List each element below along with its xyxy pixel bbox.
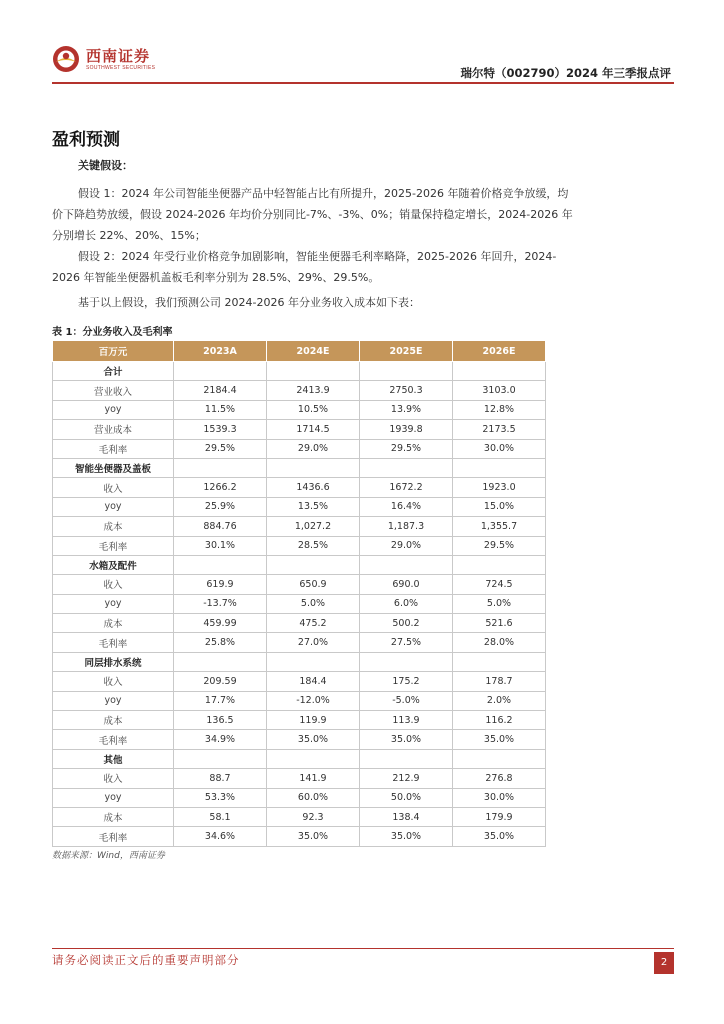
value-cell: 184.4 (267, 672, 360, 691)
value-cell: 1939.8 (360, 420, 453, 439)
value-cell: 50.0% (360, 788, 453, 807)
footer-disclaimer: 请务必阅读正文后的重要声明部分 (52, 953, 240, 967)
row-label: 收入 (53, 769, 174, 788)
row-label: 收入 (53, 672, 174, 691)
table-row (53, 381, 546, 400)
value-cell: 27.5% (360, 633, 453, 652)
value-cell: 178.7 (453, 672, 546, 691)
value-cell: 88.7 (174, 769, 267, 788)
table-row (53, 807, 546, 826)
value-cell: 35.0% (360, 827, 453, 846)
logo-icon (52, 45, 80, 73)
value-cell: 179.9 (453, 807, 546, 826)
value-cell: -5.0% (360, 691, 453, 710)
empty-cell (267, 749, 360, 768)
section-name: 智能坐便器及盖板 (53, 458, 174, 477)
value-cell: 15.0% (453, 497, 546, 516)
table-row (53, 711, 546, 730)
section-name: 水箱及配件 (53, 555, 174, 574)
value-cell: 138.4 (360, 807, 453, 826)
row-label: 毛利率 (53, 730, 174, 749)
section-row (53, 652, 546, 671)
row-label: yoy (53, 788, 174, 807)
row-label: yoy (53, 400, 174, 419)
value-cell: 35.0% (267, 827, 360, 846)
report-title: 瑞尔特（002790）2024 年三季报点评 (460, 66, 671, 80)
value-cell: 2184.4 (174, 381, 267, 400)
table-header-row (53, 341, 546, 362)
empty-cell (174, 652, 267, 671)
value-cell: 30.0% (453, 439, 546, 458)
value-cell: 2413.9 (267, 381, 360, 400)
table-row (53, 575, 546, 594)
value-cell: 175.2 (360, 672, 453, 691)
table-title: 表 1：分业务收入及毛利率 (52, 327, 173, 338)
value-cell: -13.7% (174, 594, 267, 613)
section-name: 合计 (53, 362, 174, 381)
empty-cell (360, 749, 453, 768)
header-divider (52, 82, 674, 84)
table-row (53, 497, 546, 516)
value-cell: 141.9 (267, 769, 360, 788)
value-cell: 11.5% (174, 400, 267, 419)
value-cell: 690.0 (360, 575, 453, 594)
value-cell: 29.0% (360, 536, 453, 555)
value-cell: 29.5% (360, 439, 453, 458)
table-row (53, 730, 546, 749)
value-cell: 35.0% (453, 827, 546, 846)
table-row (53, 633, 546, 652)
table-row (53, 478, 546, 497)
value-cell: 35.0% (360, 730, 453, 749)
value-cell: 500.2 (360, 614, 453, 633)
row-label: 毛利率 (53, 536, 174, 555)
empty-cell (360, 362, 453, 381)
value-cell: 650.9 (267, 575, 360, 594)
value-cell: 25.9% (174, 497, 267, 516)
value-cell: 2750.3 (360, 381, 453, 400)
section-row (53, 362, 546, 381)
value-cell: 92.3 (267, 807, 360, 826)
value-cell: 1436.6 (267, 478, 360, 497)
row-label: 收入 (53, 478, 174, 497)
row-label: 营业成本 (53, 420, 174, 439)
value-cell: 1266.2 (174, 478, 267, 497)
row-label: 毛利率 (53, 439, 174, 458)
value-cell: 1,355.7 (453, 517, 546, 536)
table-row (53, 536, 546, 555)
table-row (53, 788, 546, 807)
value-cell: 30.1% (174, 536, 267, 555)
value-cell: 1,027.2 (267, 517, 360, 536)
value-cell: 475.2 (267, 614, 360, 633)
value-cell: 1923.0 (453, 478, 546, 497)
value-cell: 2.0% (453, 691, 546, 710)
empty-cell (453, 555, 546, 574)
empty-cell (360, 555, 453, 574)
empty-cell (453, 652, 546, 671)
empty-cell (267, 652, 360, 671)
header-2026e: 2026E (453, 341, 546, 362)
value-cell: 3103.0 (453, 381, 546, 400)
row-label: 成本 (53, 711, 174, 730)
value-cell: 25.8% (174, 633, 267, 652)
table-row (53, 769, 546, 788)
row-label: 成本 (53, 614, 174, 633)
value-cell: 29.5% (453, 536, 546, 555)
assumption-2-paragraph: 假设 2：2024 年受行业价格竞争加剧影响，智能坐便器毛利率略降，2025-2026 年回升，2024-2026 年智能坐便器机盖板毛利率分别为 28.5%、29%、29.5%。 (52, 250, 557, 284)
value-cell: 34.6% (174, 827, 267, 846)
empty-cell (453, 362, 546, 381)
row-label: 成本 (53, 807, 174, 826)
table-row (53, 439, 546, 458)
header-2025e: 2025E (360, 341, 453, 362)
section-row (53, 749, 546, 768)
section-row (53, 458, 546, 477)
value-cell: 13.9% (360, 400, 453, 419)
empty-cell (453, 749, 546, 768)
table-row (53, 691, 546, 710)
table-row (53, 594, 546, 613)
data-source: 数据来源：Wind，西南证券 (52, 851, 165, 861)
value-cell: 5.0% (453, 594, 546, 613)
value-cell: 35.0% (267, 730, 360, 749)
value-cell: 12.8% (453, 400, 546, 419)
value-cell: 29.5% (174, 439, 267, 458)
table-row (53, 614, 546, 633)
value-cell: 209.59 (174, 672, 267, 691)
value-cell: 884.76 (174, 517, 267, 536)
section-row (53, 555, 546, 574)
value-cell: 6.0% (360, 594, 453, 613)
forecast-intro-paragraph: 基于以上假设，我们预测公司 2024-2026 年分业务收入成本如下表： (78, 296, 420, 309)
value-cell: 276.8 (453, 769, 546, 788)
table-body (53, 362, 546, 847)
empty-cell (360, 652, 453, 671)
section-title: 盈利预测 (52, 130, 120, 150)
logo-text-en: SOUTHWEST SECURITIES (86, 65, 156, 71)
row-label: 营业收入 (53, 381, 174, 400)
table-row (53, 420, 546, 439)
value-cell: 116.2 (453, 711, 546, 730)
empty-cell (453, 458, 546, 477)
row-label: yoy (53, 594, 174, 613)
header-2024e: 2024E (267, 341, 360, 362)
header-2023a: 2023A (174, 341, 267, 362)
value-cell: 53.3% (174, 788, 267, 807)
value-cell: 2173.5 (453, 420, 546, 439)
footer-divider (52, 948, 674, 949)
section-name: 其他 (53, 749, 174, 768)
empty-cell (360, 458, 453, 477)
table-row (53, 517, 546, 536)
value-cell: 724.5 (453, 575, 546, 594)
row-label: 毛利率 (53, 633, 174, 652)
value-cell: 1,187.3 (360, 517, 453, 536)
value-cell: 16.4% (360, 497, 453, 516)
value-cell: 34.9% (174, 730, 267, 749)
assumption-1-paragraph: 假设 1：2024 年公司智能坐便器产品中轻智能占比有所提升，2025-2026 年随着价格竞争放缓，均价下降趋势放缓，假设 2024-2026 年均价分别同比-7%、-3%、0%；销量保持稳定增长，2024-2026 年分别增长 22%、20%、15%； (52, 187, 573, 242)
value-cell: 113.9 (360, 711, 453, 730)
value-cell: 619.9 (174, 575, 267, 594)
section-name: 同层排水系统 (53, 652, 174, 671)
empty-cell (174, 749, 267, 768)
value-cell: 119.9 (267, 711, 360, 730)
value-cell: 29.0% (267, 439, 360, 458)
empty-cell (174, 458, 267, 477)
page-number: 2 (654, 952, 674, 974)
value-cell: 136.5 (174, 711, 267, 730)
value-cell: 1539.3 (174, 420, 267, 439)
value-cell: 58.1 (174, 807, 267, 826)
row-label: 成本 (53, 517, 174, 536)
value-cell: 28.0% (453, 633, 546, 652)
value-cell: 35.0% (453, 730, 546, 749)
row-label: 毛利率 (53, 827, 174, 846)
value-cell: -12.0% (267, 691, 360, 710)
value-cell: 10.5% (267, 400, 360, 419)
table-row (53, 827, 546, 846)
value-cell: 5.0% (267, 594, 360, 613)
value-cell: 13.5% (267, 497, 360, 516)
table-row (53, 672, 546, 691)
key-assumptions-heading: 关键假设： (78, 159, 133, 172)
value-cell: 30.0% (453, 788, 546, 807)
empty-cell (174, 555, 267, 574)
value-cell: 521.6 (453, 614, 546, 633)
value-cell: 212.9 (360, 769, 453, 788)
empty-cell (267, 555, 360, 574)
row-label: yoy (53, 691, 174, 710)
value-cell: 28.5% (267, 536, 360, 555)
table-row (53, 400, 546, 419)
value-cell: 17.7% (174, 691, 267, 710)
logo-text-cn: 西南证券 (86, 47, 151, 65)
empty-cell (267, 458, 360, 477)
value-cell: 459.99 (174, 614, 267, 633)
empty-cell (267, 362, 360, 381)
value-cell: 60.0% (267, 788, 360, 807)
header-unit: 百万元 (53, 341, 174, 362)
value-cell: 27.0% (267, 633, 360, 652)
revenue-margin-table (52, 340, 546, 847)
value-cell: 1672.2 (360, 478, 453, 497)
row-label: 收入 (53, 575, 174, 594)
row-label: yoy (53, 497, 174, 516)
value-cell: 1714.5 (267, 420, 360, 439)
empty-cell (174, 362, 267, 381)
